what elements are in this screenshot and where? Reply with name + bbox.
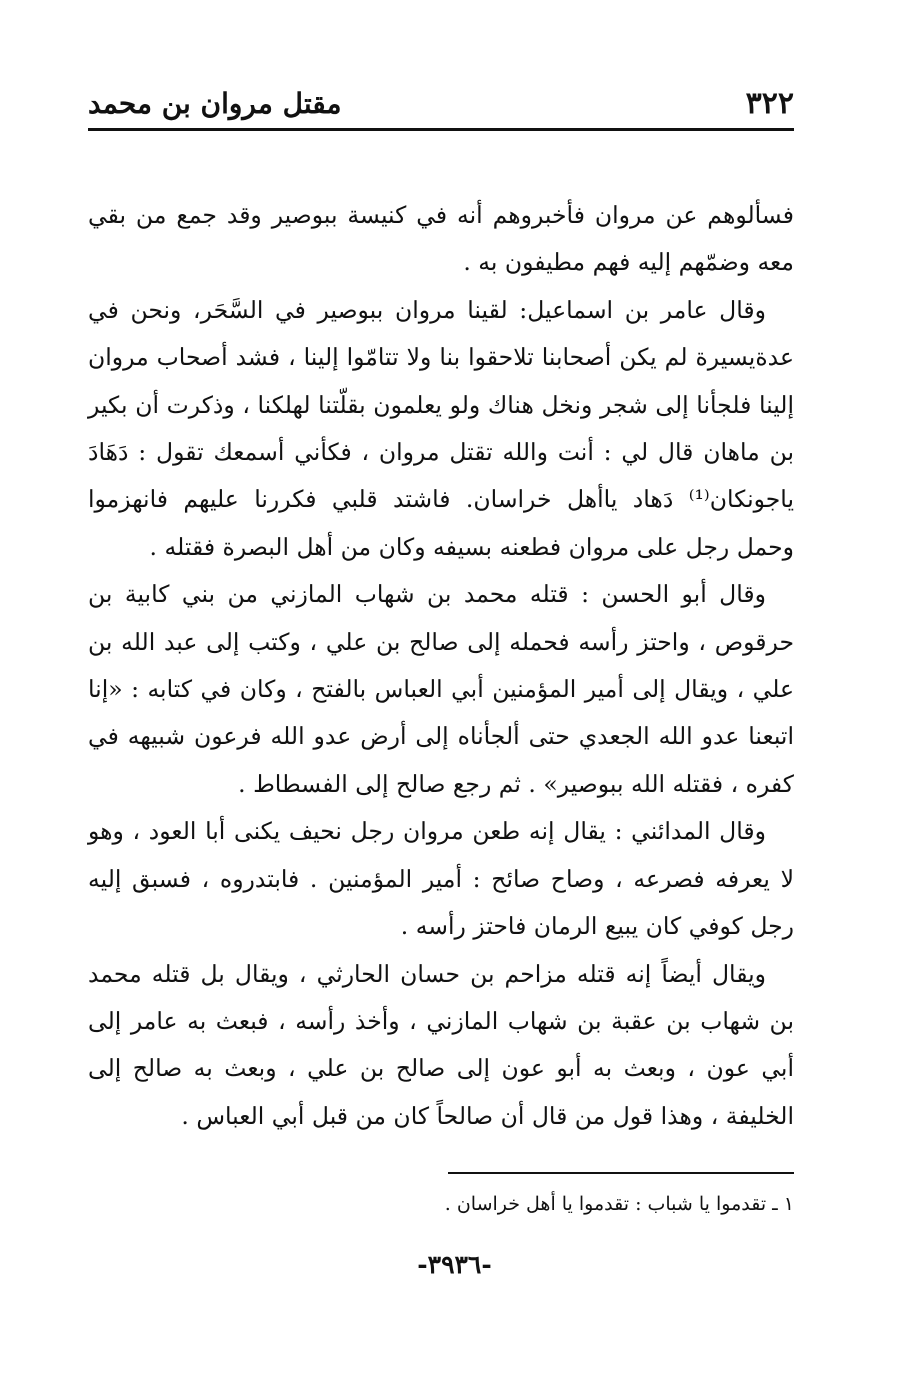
- page-number: ٣٢٢: [745, 86, 794, 121]
- paragraph-5: ويقال أيضاً إنه قتله مزاحم بن حسان الحارثي ، ويقال بل قتله محمد بن شهاب بن عقبة بن شهاب المازني ، وأخذ رأسه ، فبعث به عامر إلى أبي عون ، وبعث به أبو عون إلى صالح بن علي ، وبعث به صالح إلى الخليفة ، وهذا قول من قال أن صالحاً كان من قبل أبي العباس .: [88, 959, 794, 1130]
- page-header: [88, 84, 794, 128]
- paragraph-1: فسألوهم عن مروان فأخبروهم أنه في كنيسة ببوصير وقد جمع من بقي معه وضمّهم إليه فهم مطيفون به .: [88, 201, 794, 277]
- running-title: مقتل مروان بن محمد: [88, 87, 342, 120]
- main-text: [88, 192, 794, 1140]
- footnote-rule: [448, 1172, 794, 1174]
- header-rule: [88, 128, 794, 131]
- paragraph-2: وقال عامر بن اسماعيل: لقينا مروان ببوصير في السَّحَر، ونحن في عدةيسيرة لم يكن أصحابنا تلاحقوا بنا ولا تتامّوا إلينا ، فشد أصحاب مروان إلينا فلجأنا إلى شجر ونخل هناك ولو يعلمون بقلّتنا لهلكنا ، وذكرت أن بكير بن ماهان قال لي : أنت والله تقتل مروان ، فكأني أسمعك تقول : دَهَادَ ياجونكان⁽¹⁾ دَهاد ياأهل خراسان. فاشتد قلبي فكررنا عليهم فانهزموا وحمل رجل على مروان فطعنه بسيفه وكان من أهل البصرة فقتله .: [88, 295, 794, 561]
- paragraph-3: وقال أبو الحسن : قتله محمد بن شهاب المازني من بني كابية بن حرقوص ، واحتز رأسه فحمله إلى صالح بن علي ، وكتب إلى عبد الله بن علي ، ويقال إلى أمير المؤمنين أبي العباس بالفتح ، وكان في كتابه : «إنا اتبعنا عدو الله الجعدي حتى ألجأناه إلى أرض عدو الله فرعون شبيهه في كفره ، فقتله الله ببوصير» . ثم رجع صالح إلى الفسطاط .: [88, 580, 794, 798]
- paragraph-4: وقال المدائني : يقال إنه طعن مروان رجل نحيف يكنى أبا العود ، وهو لا يعرفه فصرعه ، وصاح صائح : أمير المؤمنين . فابتدروه ، فسبق إليه رجل كوفي كان يبيع الرمان فاحتز رأسه .: [88, 817, 794, 941]
- footnote: ١ ـ تقدموا يا شباب : تقدموا يا أهل خراسان .: [444, 1193, 794, 1215]
- footer-page-number: -٣٩٣٦-: [417, 1250, 492, 1279]
